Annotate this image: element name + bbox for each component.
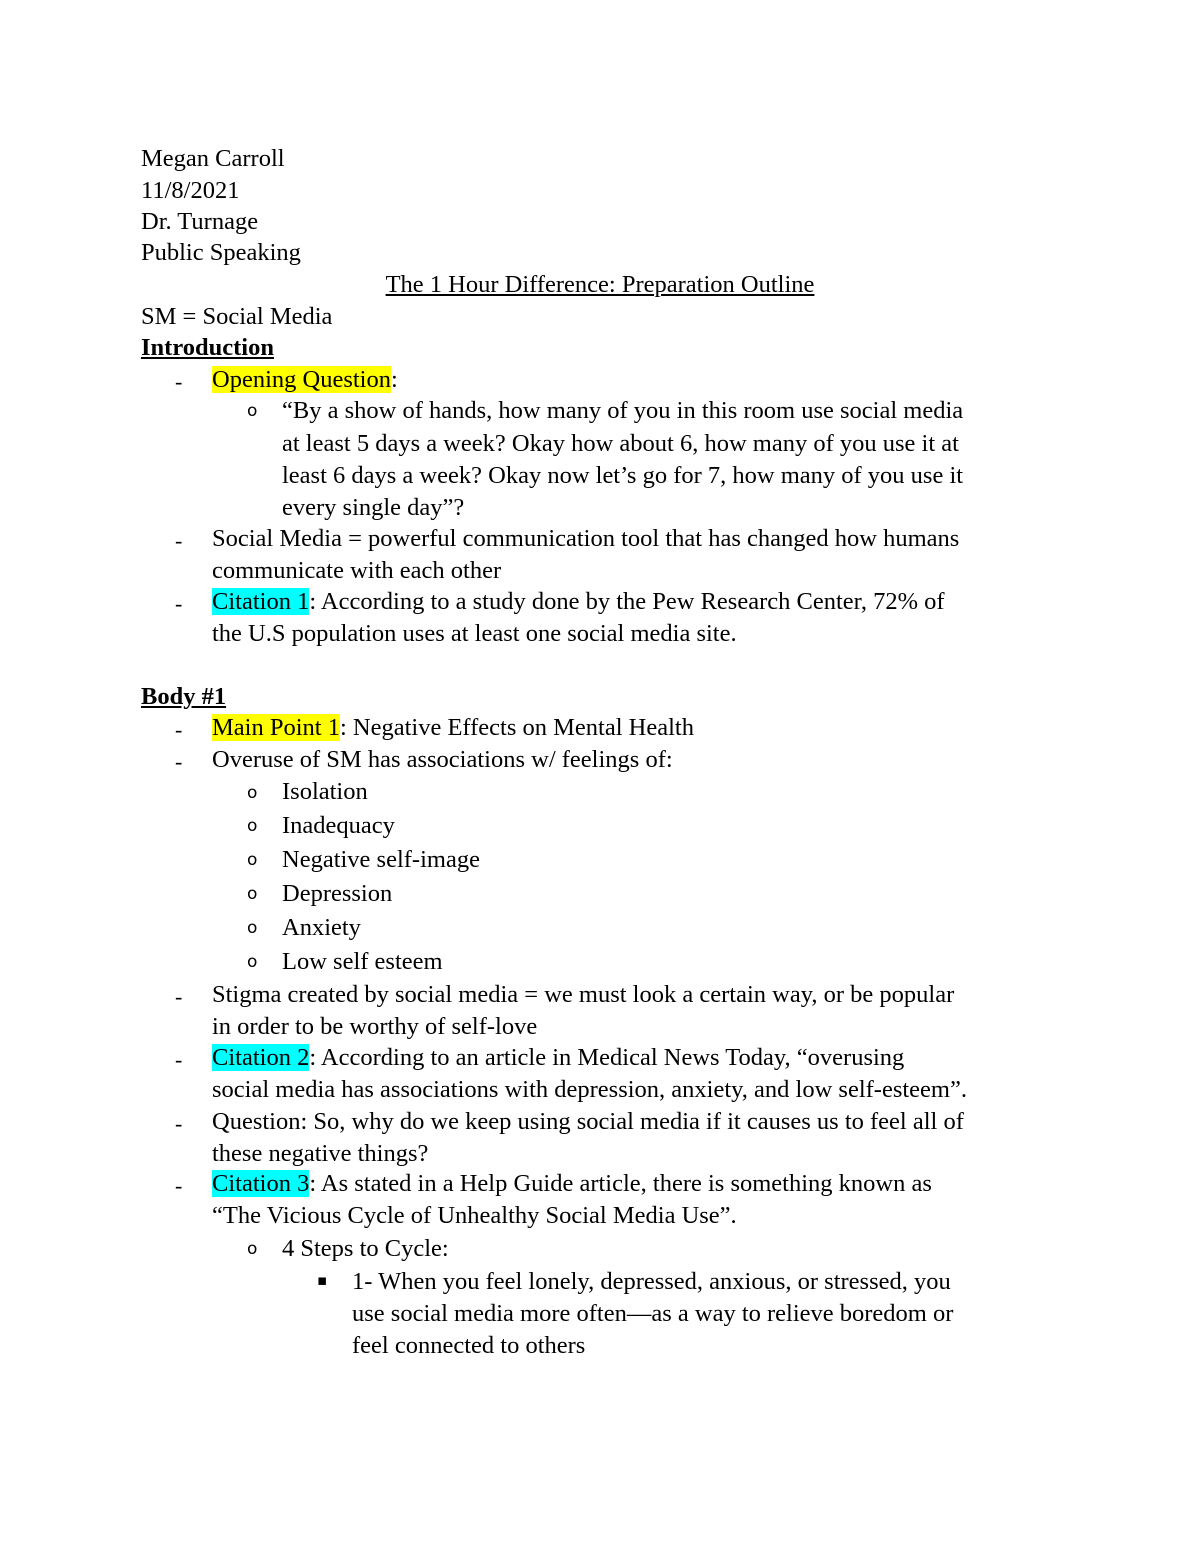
citation-2-label: Citation 2 — [212, 1044, 310, 1071]
feeling-item: Negative self-image — [282, 846, 480, 873]
course: Public Speaking — [141, 239, 301, 266]
dash-bullet: - — [175, 369, 183, 394]
dash-bullet: - — [175, 591, 183, 616]
sm-definition-line: communicate with each other — [212, 557, 502, 584]
circle-bullet: o — [247, 918, 258, 938]
feeling-item: Inadequacy — [282, 812, 395, 839]
citation-1-item: Citation 1: According to a study done by the Pew Research Center, 72% of — [212, 588, 945, 615]
citation-3-label: Citation 3 — [212, 1170, 310, 1197]
circle-bullet: o — [247, 884, 258, 904]
circle-bullet: o — [247, 401, 258, 421]
steps-label: 4 Steps to Cycle: — [282, 1235, 449, 1262]
dash-bullet: - — [175, 749, 183, 774]
quote-line: “By a show of hands, how many of you in this room use social media — [282, 397, 964, 424]
heading-body-1: Body #1 — [141, 683, 227, 710]
author-name: Megan Carroll — [141, 145, 285, 172]
question-line: these negative things? — [212, 1140, 429, 1167]
question-line: Question: So, why do we keep using social media if it causes us to feel all of — [212, 1108, 964, 1135]
circle-bullet: o — [247, 1239, 258, 1259]
opening-question-label: Opening Question — [212, 366, 391, 393]
circle-bullet: o — [247, 783, 258, 803]
step-1-line: use social media more often—as a way to relieve boredom or — [352, 1300, 954, 1327]
abbreviation-note: SM = Social Media — [141, 303, 333, 330]
dash-bullet: - — [175, 1111, 183, 1136]
instructor: Dr. Turnage — [141, 208, 259, 235]
stigma-line: Stigma created by social media = we must look a certain way, or be popular — [212, 981, 955, 1008]
dash-bullet: - — [175, 1173, 183, 1198]
page-title: The 1 Hour Difference: Preparation Outline — [385, 271, 815, 298]
circle-bullet: o — [247, 850, 258, 870]
step-1-line: 1- When you feel lonely, depressed, anxious, or stressed, you — [352, 1268, 951, 1295]
dash-bullet: - — [175, 528, 183, 553]
dash-bullet: - — [175, 1047, 183, 1072]
citation-2-item: Citation 2: According to an article in Medical News Today, “overusing — [212, 1044, 905, 1071]
date: 11/8/2021 — [141, 177, 240, 204]
main-point-1-label: Main Point 1 — [212, 714, 340, 741]
citation-1-continuation: the U.S population uses at least one social media site. — [212, 620, 737, 647]
heading-introduction: Introduction — [141, 334, 274, 361]
square-bullet: ▪ — [317, 1271, 328, 1289]
citation-1-label: Citation 1 — [212, 588, 310, 615]
feeling-item: Anxiety — [282, 914, 361, 941]
stigma-line: in order to be worthy of self-love — [212, 1013, 538, 1040]
citation-3-continuation: “The Vicious Cycle of Unhealthy Social Media Use”. — [212, 1202, 737, 1229]
circle-bullet: o — [247, 952, 258, 972]
quote-line: least 6 days a week? Okay now let’s go for 7, how many of you use it — [282, 462, 964, 489]
feeling-item: Isolation — [282, 778, 368, 805]
step-1-line: feel connected to others — [352, 1332, 586, 1359]
citation-3-item: Citation 3: As stated in a Help Guide article, there is something known as — [212, 1170, 932, 1197]
sm-definition-line: Social Media = powerful communication tool that has changed how humans — [212, 525, 960, 552]
citation-2-continuation: social media has associations with depression, anxiety, and low self-esteem”. — [212, 1076, 967, 1103]
feeling-item: Low self esteem — [282, 948, 443, 975]
main-point-1-item: Main Point 1: Negative Effects on Mental Health — [212, 714, 694, 741]
dash-bullet: - — [175, 984, 183, 1009]
dash-bullet: - — [175, 717, 183, 742]
circle-bullet: o — [247, 816, 258, 836]
quote-line: every single day”? — [282, 494, 465, 521]
opening-question-item: Opening Question: — [212, 366, 398, 393]
overuse-item: Overuse of SM has associations w/ feelings of: — [212, 746, 673, 773]
quote-line: at least 5 days a week? Okay how about 6, how many of you use it at — [282, 430, 959, 457]
feeling-item: Depression — [282, 880, 393, 907]
